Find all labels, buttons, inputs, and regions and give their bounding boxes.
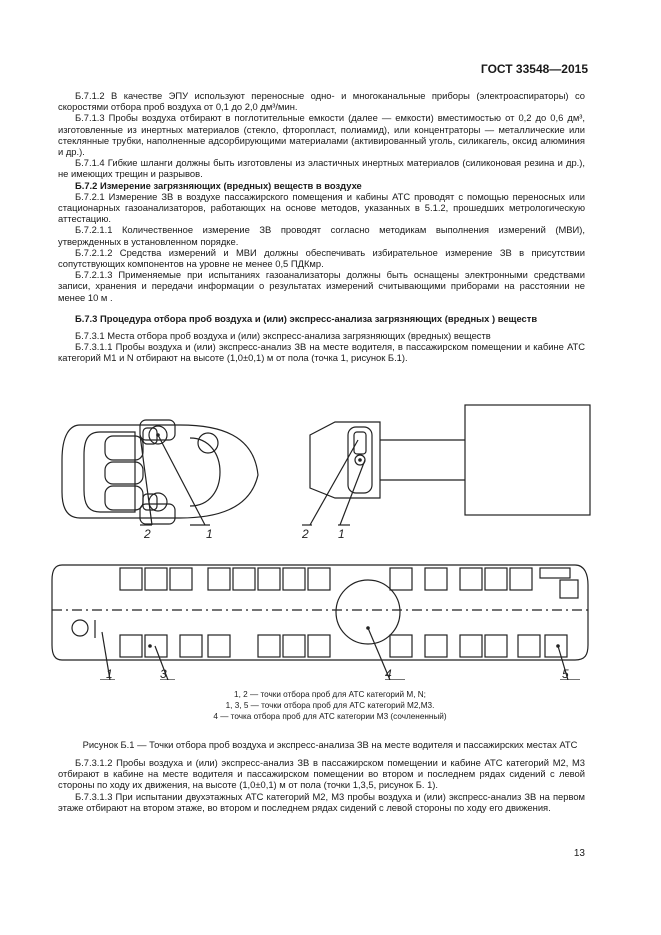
callout-3: 3 <box>160 667 167 680</box>
page-number: 13 <box>573 848 585 859</box>
paragraph: Б.7.2.1 Измерение ЗВ в воздухе пассажирского помещения и кабины АТС проводят с помощью переносных или стационарных газоанализаторов, работающих на основе методов, указанных в 5.1.2, прошедших метрологическую аттестацию. <box>58 190 585 225</box>
paragraph: Б.7.2.1.2 Средства измерений и МВИ должны обеспечивать избирательное измерение ЗВ в присутствии сопутствующих компонентов на уровне не менее 0,5 ПДКмр. <box>58 246 585 270</box>
text-block-bottom <box>58 757 585 813</box>
document-header: ГОСТ 33548—2015 <box>480 62 588 76</box>
paragraph: Б.7.1.2 В качестве ЭПУ используют переносные одно- и многоканальные приборы (электроаспираторы) со скоростями отбора проб воздуха от 0,1 до 2,0 дм³/мин. <box>58 90 585 113</box>
figure-legend <box>60 690 600 722</box>
paragraph: Б.7.3.1 Места отбора проб воздуха и (или) экспресс-анализа загрязняющих (вредных) веществ <box>75 330 491 342</box>
paragraph: Б.7.1.3 Пробы воздуха отбирают в поглотительные емкости (далее — емкости) вместимостью от 0,2 до 0,6 дм³, изготовленные из инертных материалов (стекло, фторопласт, полиамид), или концентраторы — металлические или стеклянные трубки, наполненные адсорбирующими материалами (активированный уголь, силикагель, оксид алюминия и др.). <box>58 112 585 158</box>
paragraph: Б.7.2.1.3 Применяемые при испытаниях газоанализаторы должны быть оснащены электронными средствами записи, хранения и передачи информации о результатах измерений считывающими приборами на расстоянии не менее 10 м . <box>58 269 585 303</box>
bus-top-view <box>52 565 588 680</box>
paragraph: Б.7.1.4 Гибкие шланги должны быть изготовлены из эластичных инертных материалов (силиконовая резина и др.), не имеющих трещин и разрывов. <box>58 157 585 180</box>
section-heading: Б.7.2 Измерение загрязняющих (вредных) веществ в воздухе <box>75 179 362 191</box>
paragraph: Б.7.3.1.2 Пробы воздуха и (или) экспресс-анализ ЗВ в пассажирском помещении и кабине АТС категорий M2, M3 отбирают в кабине на месте водителя и пассажирском помещении во втором и последнем рядах сидений с левой стороны по ходу их движения, на высоте (1,0±0,1) м от пола (точки 1,3,5, рисунок Б. 1). <box>58 757 585 791</box>
callout-1: 1 <box>106 667 113 680</box>
callout-2: 2 <box>144 527 151 541</box>
callout-1: 1 <box>338 527 345 541</box>
callout-2: 2 <box>302 527 309 541</box>
section-heading: Б.7.3 Процедура отбора проб воздуха и (или) экспресс-анализа загрязняющих (вредных ) веществ <box>75 312 538 324</box>
truck-top-view <box>302 405 590 525</box>
legend-line: 1, 2 — точки отбора проб для АТС категорий M, N; <box>234 690 426 699</box>
figure-b1 <box>40 380 630 680</box>
text-block-top <box>58 90 585 364</box>
legend-line: 4 — точка отбора проб для АТС категории M3 (сочлененный) <box>213 711 447 721</box>
legend-line: 1, 3, 5 — точки отбора проб для АТС категорий M2,M3. <box>225 700 435 710</box>
callout-4: 4 <box>385 667 392 680</box>
car-top-view <box>62 420 258 525</box>
paragraph: Б.7.2.1.1 Количественное измерение ЗВ проводят согласно методикам выполнения измерений (МВИ), утвержденных в установленном порядке. <box>58 224 585 247</box>
callout-5: 5 <box>562 667 569 680</box>
callout-1: 1 <box>206 527 213 541</box>
figure-caption: Рисунок Б.1 — Точки отбора проб воздуха и экспресс-анализа ЗВ на месте водителя и пассажирских местах АТС <box>82 739 578 750</box>
figure-drawing <box>40 380 630 680</box>
paragraph: Б.7.3.1.3 При испытании двухэтажных АТС категорий M2, M3 пробы воздуха и (или) экспресс-анализ ЗВ на первом этаже отбирают на втором этаже, во втором и последнем рядах сидений с левой стороны по ходу его движения. <box>58 790 585 813</box>
paragraph: Б.7.3.1.1 Пробы воздуха и (или) экспресс-анализ ЗВ на месте водителя, в пассажирском помещении и кабине АТС категорий M1 и N отбирают на высоте (1,0±0,1) м от пола (точка 1, рисунок Б.1). <box>58 341 585 364</box>
